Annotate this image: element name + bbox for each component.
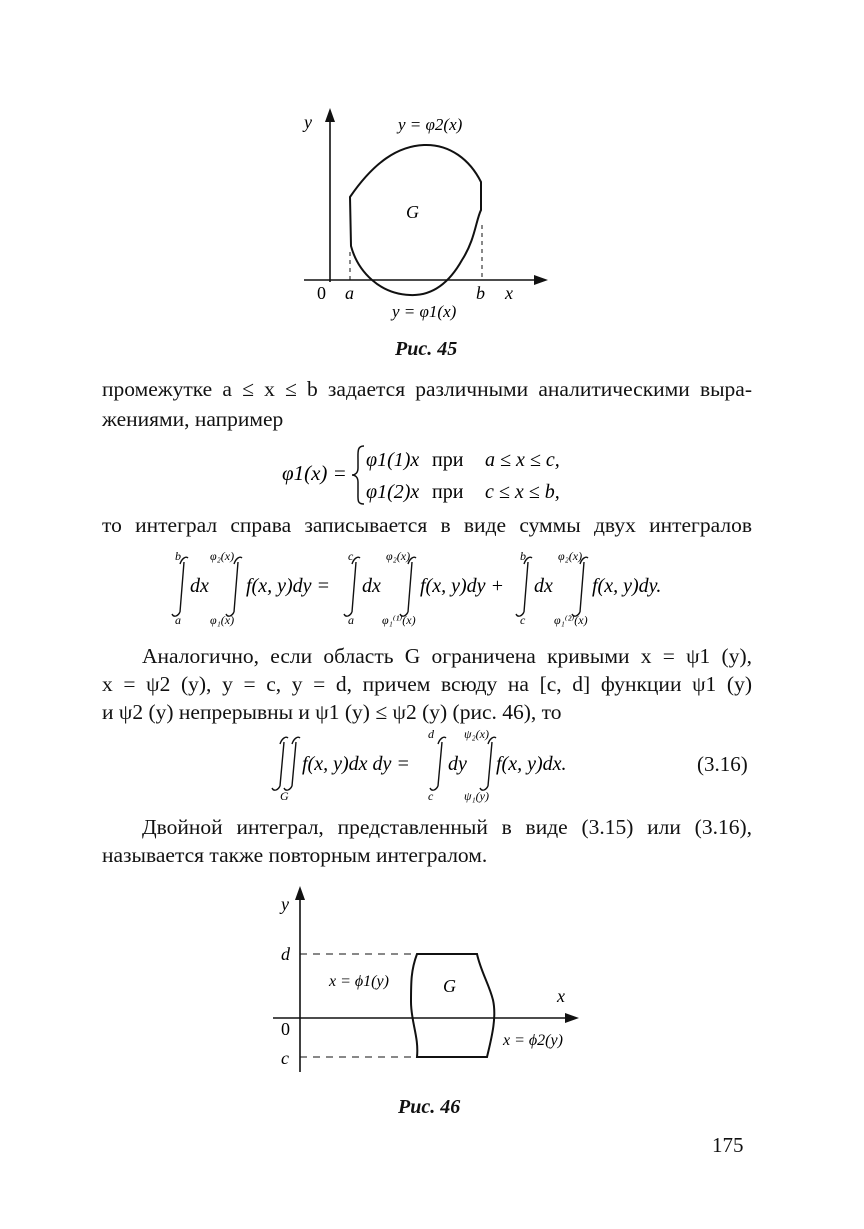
formula-piecewise	[280, 440, 600, 506]
svg-text:b: b	[520, 549, 526, 563]
svg-text:d: d	[428, 728, 434, 741]
figure-46	[265, 882, 585, 1082]
fig45-y-label: y	[304, 112, 312, 132]
svg-text:c: c	[348, 549, 354, 563]
piecewise-lhs: φ1(x) =	[282, 461, 347, 485]
svg-text:φ₁⁽¹⁾(x): φ₁⁽¹⁾(x)	[382, 613, 416, 627]
svg-text:f(x, y)dy.: f(x, y)dy.	[592, 575, 662, 597]
paragraph-line: жениями, например	[102, 407, 284, 431]
equation-number: (3.16)	[697, 752, 748, 776]
svg-text:dx: dx	[534, 575, 553, 597]
fig46-right-curve-label: x = ϕ2(y)	[503, 1032, 563, 1049]
fig45-upper-curve-label: y = φ2(x)	[398, 115, 463, 134]
svg-text:a: a	[175, 613, 181, 627]
fig46-tick-d: d	[281, 944, 290, 964]
svg-text:φ₂(x): φ₂(x)	[386, 549, 411, 563]
figure-46-caption: Рис. 46	[398, 1096, 461, 1118]
svg-text:f(x, y)dx dy =: f(x, y)dx dy =	[302, 753, 410, 775]
svg-text:dx: dx	[362, 575, 381, 597]
svg-text:φ₁⁽²⁾(x): φ₁⁽²⁾(x)	[554, 613, 588, 627]
svg-text:ψ₁(y): ψ₁(y)	[464, 789, 489, 803]
x-axis-arrow	[565, 1013, 579, 1023]
fig45-origin-label: 0	[317, 283, 326, 303]
svg-text:φ₁(x): φ₁(x)	[210, 613, 235, 627]
case2-condition: c ≤ x ≤ b,	[485, 481, 560, 503]
svg-text:f(x, y)dy =: f(x, y)dy =	[246, 575, 331, 597]
svg-text:f(x, y)dx.: f(x, y)dx.	[496, 753, 567, 775]
fig46-left-curve-label: x = ϕ1(y)	[329, 973, 389, 990]
paragraph-line: Аналогично, если область G ограничена кривыми x = ψ1 (y),	[142, 644, 752, 668]
region-g-boundary	[411, 954, 494, 1057]
paragraph-line: и ψ2 (y) непрерывны и ψ1 (y) ≤ ψ2 (y) (рис. 46), то	[102, 700, 562, 724]
case1-condition: a ≤ x ≤ c,	[485, 449, 560, 471]
paragraph-line: Двойной интеграл, представленный в виде (3.15) или (3.16),	[142, 815, 752, 839]
fig46-tick-c: c	[281, 1048, 289, 1068]
formula-double-integral	[268, 728, 608, 806]
paragraph-line: называется также повторным интегралом.	[102, 843, 488, 867]
formula-integral-sum	[168, 546, 708, 630]
svg-text:dx: dx	[190, 575, 209, 597]
svg-text:ψ₂(x): ψ₂(x)	[464, 728, 489, 741]
fig46-x-label: x	[557, 986, 565, 1006]
figure-45-caption: Рис. 45	[395, 338, 458, 360]
svg-text:c: c	[428, 789, 434, 803]
fig45-x-label: x	[505, 283, 513, 303]
y-axis-arrow	[295, 886, 305, 900]
svg-text:φ₂(x): φ₂(x)	[558, 549, 583, 563]
svg-text:f(x, y)dy +: f(x, y)dy +	[420, 575, 505, 597]
y-axis-arrow	[325, 108, 335, 122]
page-number: 175	[712, 1133, 744, 1157]
svg-text:a: a	[348, 613, 354, 627]
paragraph-line: то интеграл справа записывается в виде суммы двух интегралов	[102, 513, 752, 537]
svg-text:G: G	[280, 789, 289, 803]
svg-text:φ₂(x): φ₂(x)	[210, 549, 235, 563]
case2-word: при	[432, 481, 464, 503]
fig46-region-label: G	[443, 976, 456, 996]
fig46-origin-label: 0	[281, 1019, 290, 1039]
case1-function: φ1(1)x	[366, 449, 420, 471]
fig45-tick-a: a	[345, 283, 354, 303]
left-brace	[352, 446, 364, 504]
case2-function: φ1(2)x	[366, 481, 420, 503]
case1-word: при	[432, 449, 464, 471]
fig45-tick-b: b	[476, 283, 485, 303]
svg-text:b: b	[175, 549, 181, 563]
x-axis-arrow	[534, 275, 548, 285]
fig46-y-label: y	[281, 894, 289, 914]
figure-45	[290, 100, 560, 330]
fig45-region-label: G	[406, 202, 419, 222]
fig45-lower-curve-label: y = φ1(x)	[392, 302, 457, 321]
paragraph-line: x = ψ2 (y), y = c, y = d, причем всюду на [c, d] функции ψ1 (y)	[102, 672, 752, 696]
svg-text:dy: dy	[448, 753, 467, 775]
paragraph-line: промежутке a ≤ x ≤ b задается различными аналитическими выра-	[102, 377, 752, 401]
svg-text:c: c	[520, 613, 526, 627]
